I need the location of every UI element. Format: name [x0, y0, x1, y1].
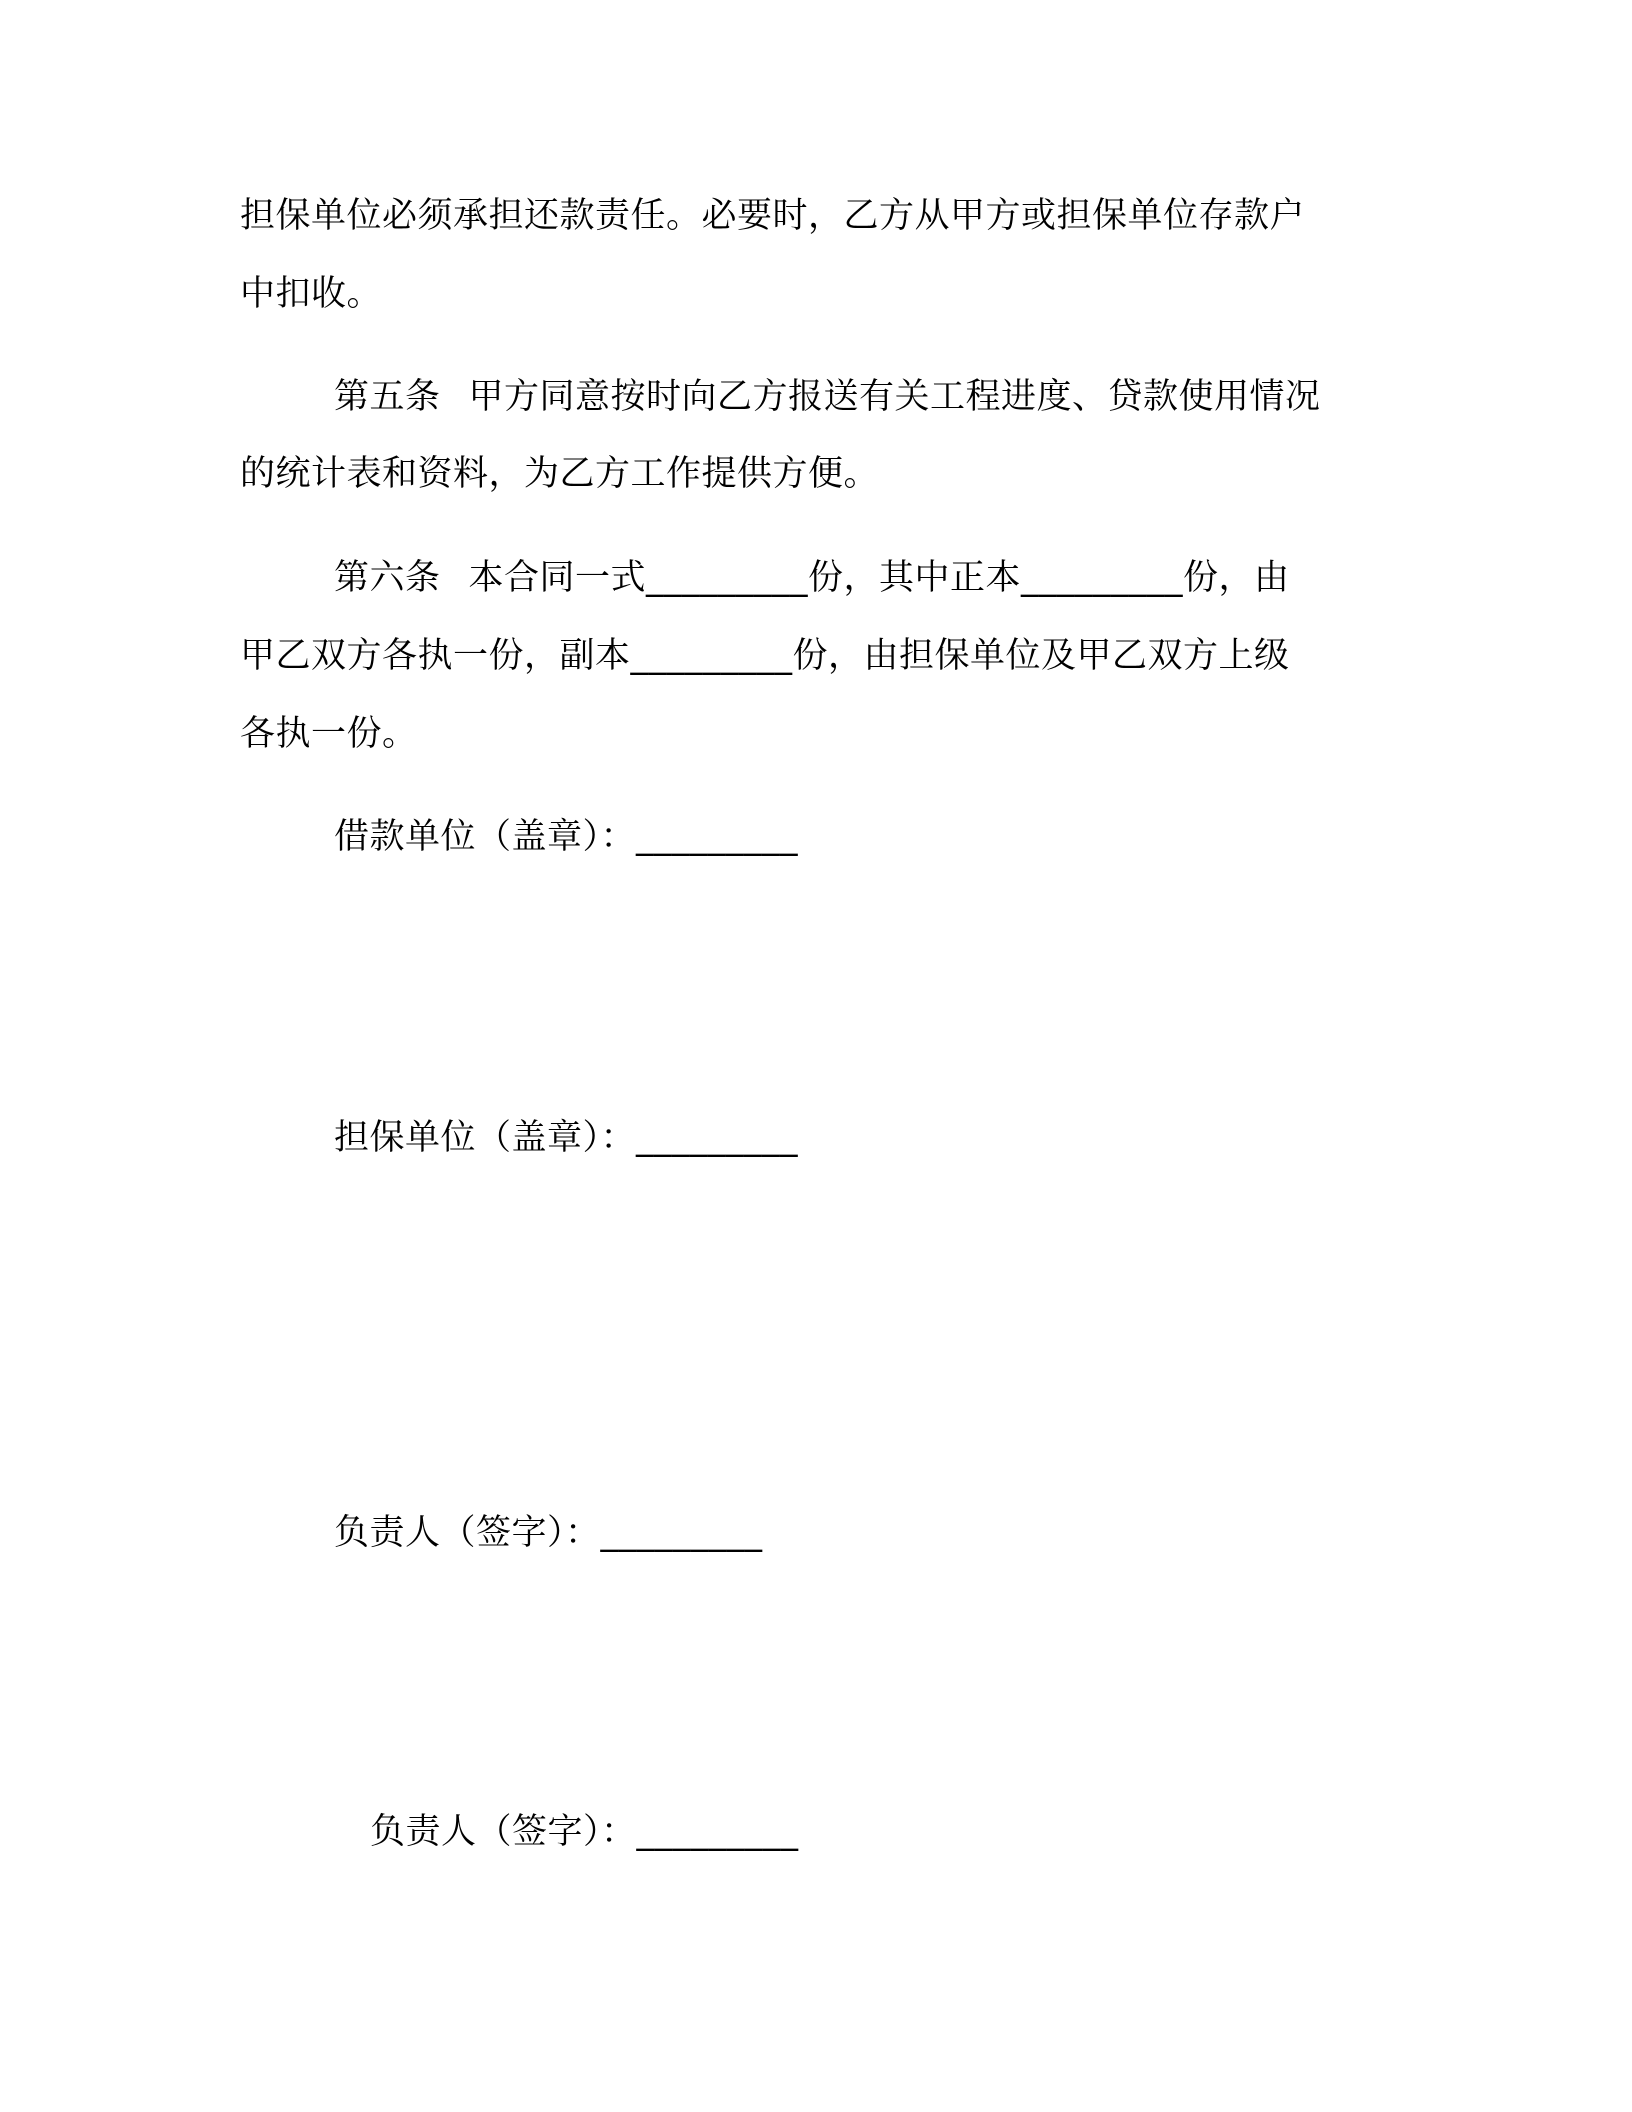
article5-line1	[334, 375, 1321, 419]
article6-line3: 各执一份。	[240, 714, 418, 754]
para4-line2: 中扣收。	[240, 274, 383, 314]
responsible-signature-line-1: 负责人（签字）：_________	[334, 1513, 763, 1553]
article5-line2: 的统计表和资料，为乙方工作提供方便。	[240, 454, 880, 494]
borrower-signature-line: 借款单位（盖章）：_________	[334, 817, 799, 857]
para4-line1: 担保单位必须承担还款责任。必要时，乙方从甲方或担保单位存款户	[240, 196, 1306, 236]
article6-line1	[334, 556, 1290, 600]
article5-text: 甲方同意按时向乙方报送有关工程进度、贷款使用情况	[468, 377, 1321, 417]
article6-label: 第六条	[334, 558, 441, 598]
article5-label: 第五条	[334, 377, 441, 417]
guarantor-signature-line: 担保单位（盖章）：_________	[334, 1118, 799, 1158]
responsible-signature-line-2: 负责人（签字）：_________	[370, 1812, 799, 1852]
article6-line2: 甲乙双方各执一份，副本_________份，由担保单位及甲乙双方上级	[240, 636, 1290, 676]
article6-text: 本合同一式_________份，其中正本_________份，由	[468, 558, 1290, 598]
